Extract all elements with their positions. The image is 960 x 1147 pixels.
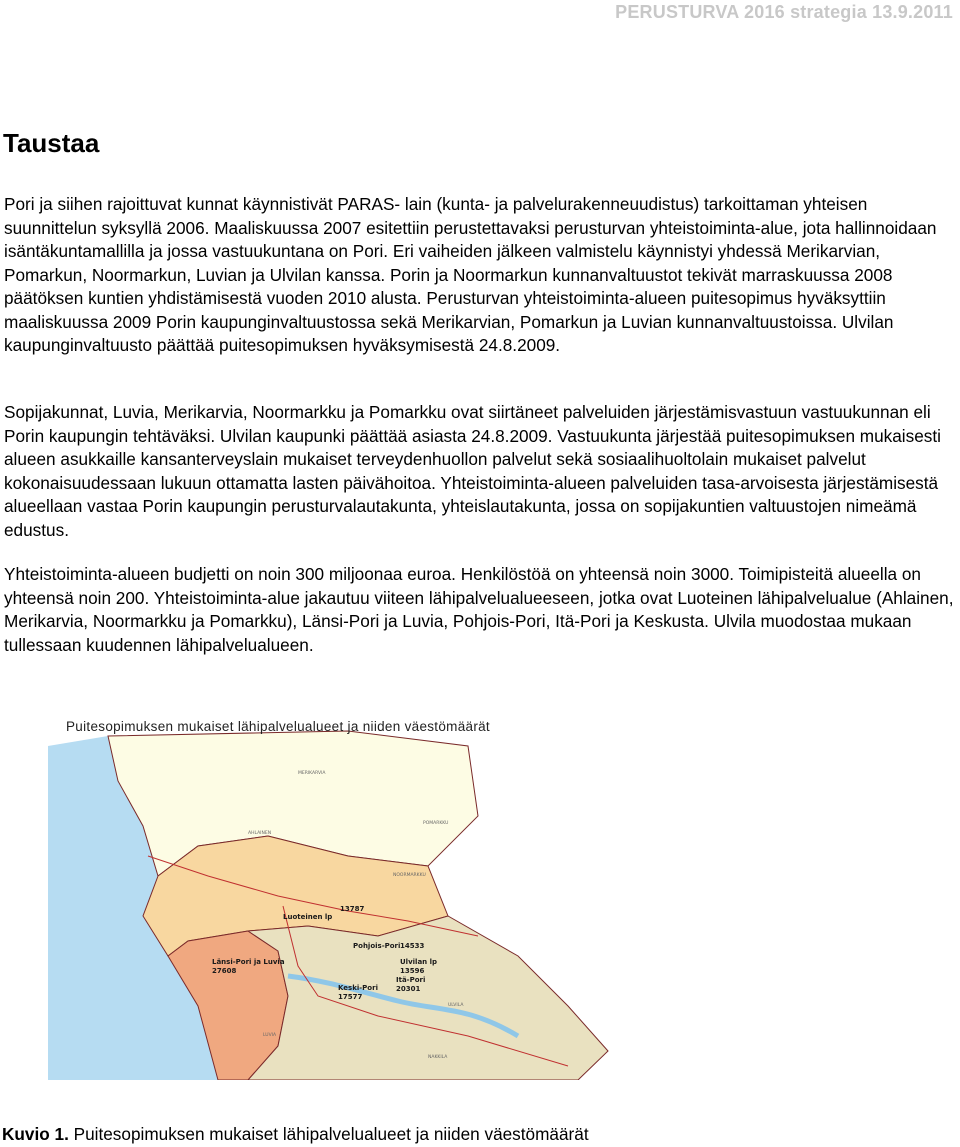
region-label-luoteinen: Luoteinen lp	[283, 913, 333, 921]
place-pomarkku: POMARKKU	[423, 821, 449, 826]
area-map	[48, 706, 652, 1080]
region-pop-pohjois-pori: 14533	[400, 942, 425, 950]
region-label-lansi-pori: Länsi-Pori ja Luvia	[212, 958, 285, 966]
place-ulvila: ULVILA	[448, 1003, 464, 1008]
figure-title: Puitesopimuksen mukaiset lähipalvelualueet ja niiden väestömäärät	[66, 719, 490, 734]
place-merikarvia: MERIKARVIA	[298, 771, 326, 776]
caption-text: Puitesopimuksen mukaiset lähipalvelualueet ja niiden väestömäärät	[68, 1124, 589, 1144]
document-header: PERUSTURVA 2016 strategia 13.9.2011	[615, 2, 953, 22]
map-figure	[48, 706, 652, 1080]
region-label-pohjois-pori: Pohjois-Pori	[353, 942, 401, 950]
region-label-ulvila: Ulvilan lp	[400, 958, 437, 966]
place-ahlainen: AHLAINEN	[248, 831, 272, 836]
paragraph-responsibilities: Sopijakunnat, Luvia, Merikarvia, Noormarkku ja Pomarkku ovat siirtäneet palveluiden järjestämisvastuun vastuukunnan eli Porin kaupungin tehtäväksi. Ulvilan kaupunki päättää asiasta 24.8.2009. Vastuukunta järjestää puitesopimuksen mukaisesti alueen asukkaille kansanterveyslain mukaiset terveydenhuollon palvelut sekä sosiaalihuoltolain mukaiset palvelut kokonaisuudessaan lukuun ottamatta lasten päivähoitoa. Yhteistoiminta-alueen palveluiden tasa-arvoisesta järjestämisestä alueellaan vastaa Porin kaupungin perusturvalautakunta, yhteislautakunta, jossa on sopijakuntien valtuustojen nimeämä edustus.	[4, 402, 941, 540]
region-pop-lansi-pori: 27608	[212, 967, 237, 975]
region-label-ita-pori: Itä-Pori	[396, 976, 426, 984]
region-pop-ita-pori: 20301	[396, 985, 421, 993]
paragraph-background: Pori ja siihen rajoittuvat kunnat käynnistivät PARAS- lain (kunta- ja palvelurakenneuudistus) tarkoittaman yhteisen suunnittelun syksyllä 2006. Maaliskuussa 2007 esitettiin perustettavaksi perusturvan yhteistoiminta-alue, jota hallinnoidaan isäntäkuntamallilla ja jossa vastuukuntana on Pori. Eri vaiheiden jälkeen valmistelu käynnistyi yhdessä Merikarvian, Pomarkun, Noormarkun, Luvian ja Ulvilan kanssa. Porin ja Noormarkun kunnanvaltuustot tekivät marraskuussa 2008 päätöksen kuntien yhdistämisestä vuoden 2010 alusta. Perusturvan yhteistoiminta-alueen puitesopimus hyväksyttiin maaliskuussa 2009 Porin kaupunginvaltuustossa sekä Merikarvian, Pomarkun ja Luvian kunnanvaltuustoissa. Ulvilan kaupunginvaltuusto päättää puitesopimuksen hyväksymisestä 24.8.2009.	[4, 194, 937, 355]
section-title: Taustaa	[3, 128, 100, 158]
region-pop-luoteinen: 13787	[340, 905, 365, 913]
place-noormarkku: NOORMARKKU	[393, 873, 426, 878]
place-luvia: LUVIA	[263, 1033, 277, 1038]
figure-caption	[2, 1124, 589, 1145]
region-pop-ulvila: 13596	[400, 967, 425, 975]
region-label-keski-pori: Keski-Pori	[338, 984, 378, 992]
caption-label: Kuvio 1.	[2, 1124, 69, 1144]
region-pop-keski-pori: 17577	[338, 993, 363, 1001]
paragraph-budget: Yhteistoiminta-alueen budjetti on noin 300 miljoonaa euroa. Henkilöstöä on yhteensä noin 3000. Toimipisteitä alueella on yhteensä noin 200. Yhteistoiminta-alue jakautuu viiteen lähipalvelualueeseen, jotka ovat Luoteinen lähipalvelualue (Ahlainen, Merikarvia, Noormarkku ja Pomarkku), Länsi-Pori ja Luvia, Pohjois-Pori, Itä-Pori ja Keskusta. Ulvila muodostaa mukaan tullessaan kuudennen lähipalvelualueen.	[4, 564, 954, 655]
place-nakkila: NAKKILA	[428, 1055, 448, 1060]
